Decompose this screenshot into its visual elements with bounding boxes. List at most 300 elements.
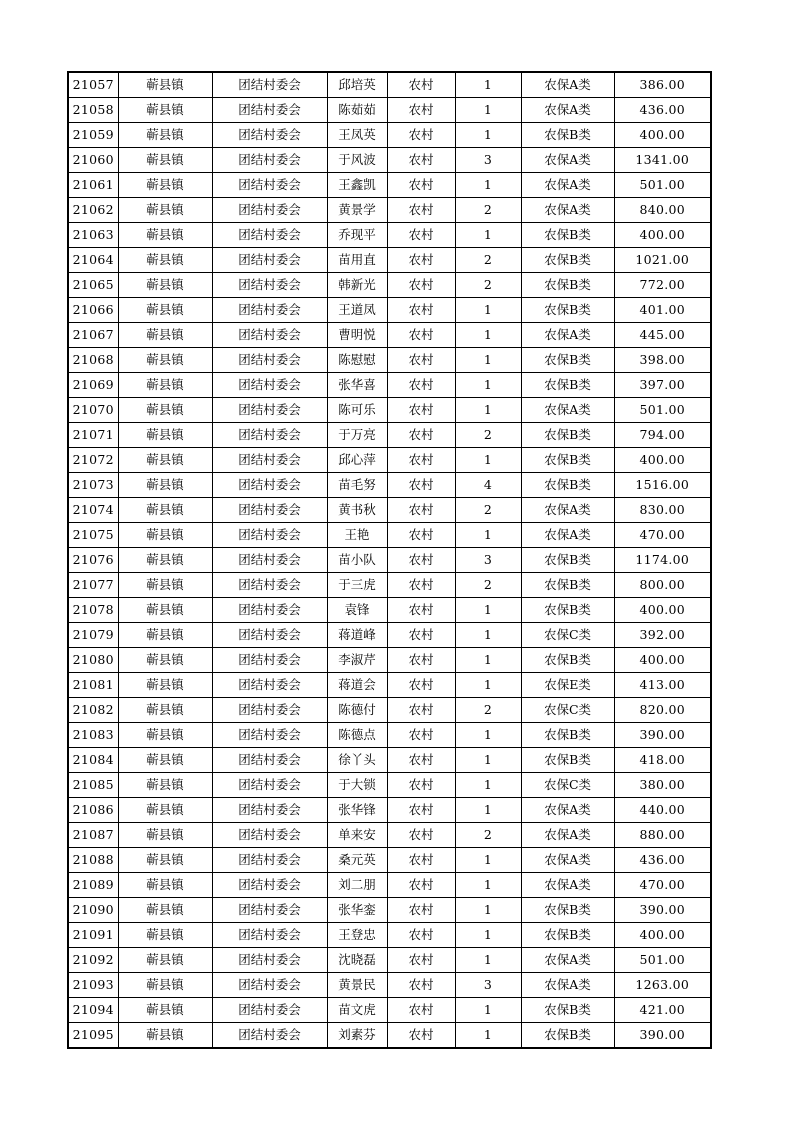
type-cell: 农村 <box>387 998 455 1023</box>
table-row <box>68 1023 711 1049</box>
category-cell: 农保B类 <box>521 598 614 623</box>
category-cell: 农保A类 <box>521 948 614 973</box>
category-cell: 农保A类 <box>521 823 614 848</box>
category-cell: 农保A类 <box>521 72 614 98</box>
name-cell: 桑元英 <box>327 848 387 873</box>
village-cell: 团结村委会 <box>212 998 327 1023</box>
amount-cell: 398.00 <box>614 348 711 373</box>
amount-cell: 830.00 <box>614 498 711 523</box>
town-cell: 蕲县镇 <box>118 948 212 973</box>
id-cell: 21076 <box>68 548 118 573</box>
count-cell: 1 <box>455 948 521 973</box>
name-cell: 于万亮 <box>327 423 387 448</box>
village-cell: 团结村委会 <box>212 98 327 123</box>
amount-cell: 445.00 <box>614 323 711 348</box>
name-cell: 曹明悦 <box>327 323 387 348</box>
category-cell: 农保A类 <box>521 148 614 173</box>
village-cell: 团结村委会 <box>212 348 327 373</box>
type-cell: 农村 <box>387 348 455 373</box>
village-cell: 团结村委会 <box>212 498 327 523</box>
count-cell: 1 <box>455 1023 521 1049</box>
village-cell: 团结村委会 <box>212 923 327 948</box>
type-cell: 农村 <box>387 773 455 798</box>
id-cell: 21080 <box>68 648 118 673</box>
table-row <box>68 348 711 373</box>
category-cell: 农保B类 <box>521 548 614 573</box>
table-row <box>68 998 711 1023</box>
town-cell: 蕲县镇 <box>118 173 212 198</box>
count-cell: 1 <box>455 323 521 348</box>
amount-cell: 440.00 <box>614 798 711 823</box>
type-cell: 农村 <box>387 948 455 973</box>
type-cell: 农村 <box>387 198 455 223</box>
table-row <box>68 473 711 498</box>
amount-cell: 400.00 <box>614 648 711 673</box>
count-cell: 1 <box>455 173 521 198</box>
type-cell: 农村 <box>387 373 455 398</box>
id-cell: 21072 <box>68 448 118 473</box>
data-table <box>67 71 712 1049</box>
amount-cell: 413.00 <box>614 673 711 698</box>
name-cell: 王鑫凯 <box>327 173 387 198</box>
village-cell: 团结村委会 <box>212 72 327 98</box>
type-cell: 农村 <box>387 723 455 748</box>
type-cell: 农村 <box>387 98 455 123</box>
village-cell: 团结村委会 <box>212 898 327 923</box>
name-cell: 刘素芬 <box>327 1023 387 1049</box>
type-cell: 农村 <box>387 298 455 323</box>
count-cell: 3 <box>455 148 521 173</box>
count-cell: 1 <box>455 673 521 698</box>
count-cell: 2 <box>455 823 521 848</box>
id-cell: 21087 <box>68 823 118 848</box>
table-row <box>68 598 711 623</box>
id-cell: 21078 <box>68 598 118 623</box>
name-cell: 刘二朋 <box>327 873 387 898</box>
id-cell: 21073 <box>68 473 118 498</box>
category-cell: 农保A类 <box>521 198 614 223</box>
town-cell: 蕲县镇 <box>118 298 212 323</box>
count-cell: 2 <box>455 698 521 723</box>
category-cell: 农保B类 <box>521 923 614 948</box>
count-cell: 4 <box>455 473 521 498</box>
category-cell: 农保B类 <box>521 298 614 323</box>
table-row <box>68 723 711 748</box>
name-cell: 单来安 <box>327 823 387 848</box>
id-cell: 21067 <box>68 323 118 348</box>
table-row <box>68 523 711 548</box>
name-cell: 韩新光 <box>327 273 387 298</box>
amount-cell: 840.00 <box>614 198 711 223</box>
id-cell: 21064 <box>68 248 118 273</box>
category-cell: 农保A类 <box>521 173 614 198</box>
count-cell: 1 <box>455 598 521 623</box>
id-cell: 21094 <box>68 998 118 1023</box>
name-cell: 张华锋 <box>327 798 387 823</box>
type-cell: 农村 <box>387 798 455 823</box>
name-cell: 陈德点 <box>327 723 387 748</box>
id-cell: 21090 <box>68 898 118 923</box>
town-cell: 蕲县镇 <box>118 698 212 723</box>
category-cell: 农保A类 <box>521 873 614 898</box>
category-cell: 农保A类 <box>521 323 614 348</box>
count-cell: 1 <box>455 998 521 1023</box>
count-cell: 1 <box>455 348 521 373</box>
category-cell: 农保B类 <box>521 373 614 398</box>
id-cell: 21081 <box>68 673 118 698</box>
village-cell: 团结村委会 <box>212 873 327 898</box>
name-cell: 苗毛努 <box>327 473 387 498</box>
amount-cell: 1341.00 <box>614 148 711 173</box>
count-cell: 1 <box>455 448 521 473</box>
id-cell: 21066 <box>68 298 118 323</box>
name-cell: 王凤英 <box>327 123 387 148</box>
category-cell: 农保C类 <box>521 698 614 723</box>
amount-cell: 421.00 <box>614 998 711 1023</box>
count-cell: 2 <box>455 573 521 598</box>
table-row <box>68 498 711 523</box>
town-cell: 蕲县镇 <box>118 273 212 298</box>
type-cell: 农村 <box>387 223 455 248</box>
type-cell: 农村 <box>387 698 455 723</box>
category-cell: 农保E类 <box>521 673 614 698</box>
village-cell: 团结村委会 <box>212 948 327 973</box>
amount-cell: 401.00 <box>614 298 711 323</box>
category-cell: 农保A类 <box>521 848 614 873</box>
table-row <box>68 72 711 98</box>
table-row <box>68 798 711 823</box>
name-cell: 蒋道峰 <box>327 623 387 648</box>
id-cell: 21061 <box>68 173 118 198</box>
count-cell: 1 <box>455 798 521 823</box>
amount-cell: 400.00 <box>614 223 711 248</box>
village-cell: 团结村委会 <box>212 248 327 273</box>
count-cell: 1 <box>455 848 521 873</box>
type-cell: 农村 <box>387 748 455 773</box>
table-row <box>68 573 711 598</box>
town-cell: 蕲县镇 <box>118 123 212 148</box>
town-cell: 蕲县镇 <box>118 723 212 748</box>
name-cell: 李淑芹 <box>327 648 387 673</box>
table-body <box>68 72 711 1048</box>
village-cell: 团结村委会 <box>212 373 327 398</box>
town-cell: 蕲县镇 <box>118 548 212 573</box>
village-cell: 团结村委会 <box>212 723 327 748</box>
town-cell: 蕲县镇 <box>118 323 212 348</box>
count-cell: 2 <box>455 248 521 273</box>
amount-cell: 501.00 <box>614 398 711 423</box>
name-cell: 陈慰慰 <box>327 348 387 373</box>
name-cell: 张华喜 <box>327 373 387 398</box>
count-cell: 1 <box>455 298 521 323</box>
town-cell: 蕲县镇 <box>118 473 212 498</box>
town-cell: 蕲县镇 <box>118 673 212 698</box>
name-cell: 陈可乐 <box>327 398 387 423</box>
type-cell: 农村 <box>387 323 455 348</box>
name-cell: 邱心萍 <box>327 448 387 473</box>
category-cell: 农保B类 <box>521 723 614 748</box>
category-cell: 农保A类 <box>521 973 614 998</box>
village-cell: 团结村委会 <box>212 298 327 323</box>
amount-cell: 470.00 <box>614 523 711 548</box>
name-cell: 苗小队 <box>327 548 387 573</box>
amount-cell: 800.00 <box>614 573 711 598</box>
village-cell: 团结村委会 <box>212 523 327 548</box>
amount-cell: 1516.00 <box>614 473 711 498</box>
count-cell: 3 <box>455 973 521 998</box>
id-cell: 21092 <box>68 948 118 973</box>
count-cell: 1 <box>455 723 521 748</box>
amount-cell: 392.00 <box>614 623 711 648</box>
type-cell: 农村 <box>387 473 455 498</box>
type-cell: 农村 <box>387 923 455 948</box>
table-row <box>68 623 711 648</box>
count-cell: 1 <box>455 98 521 123</box>
name-cell: 徐丫头 <box>327 748 387 773</box>
category-cell: 农保B类 <box>521 123 614 148</box>
count-cell: 1 <box>455 873 521 898</box>
village-cell: 团结村委会 <box>212 448 327 473</box>
amount-cell: 1263.00 <box>614 973 711 998</box>
type-cell: 农村 <box>387 72 455 98</box>
table-row <box>68 698 711 723</box>
count-cell: 2 <box>455 423 521 448</box>
village-cell: 团结村委会 <box>212 473 327 498</box>
amount-cell: 501.00 <box>614 173 711 198</box>
count-cell: 1 <box>455 623 521 648</box>
table-row <box>68 298 711 323</box>
type-cell: 农村 <box>387 248 455 273</box>
id-cell: 21088 <box>68 848 118 873</box>
table-row <box>68 773 711 798</box>
id-cell: 21059 <box>68 123 118 148</box>
amount-cell: 772.00 <box>614 273 711 298</box>
town-cell: 蕲县镇 <box>118 448 212 473</box>
category-cell: 农保B类 <box>521 573 614 598</box>
town-cell: 蕲县镇 <box>118 373 212 398</box>
count-cell: 1 <box>455 923 521 948</box>
name-cell: 邱培英 <box>327 72 387 98</box>
id-cell: 21065 <box>68 273 118 298</box>
category-cell: 农保B类 <box>521 1023 614 1049</box>
amount-cell: 436.00 <box>614 848 711 873</box>
category-cell: 农保B类 <box>521 648 614 673</box>
village-cell: 团结村委会 <box>212 223 327 248</box>
category-cell: 农保A类 <box>521 498 614 523</box>
count-cell: 1 <box>455 398 521 423</box>
table-row <box>68 223 711 248</box>
village-cell: 团结村委会 <box>212 748 327 773</box>
name-cell: 黄书秋 <box>327 498 387 523</box>
category-cell: 农保B类 <box>521 998 614 1023</box>
town-cell: 蕲县镇 <box>118 898 212 923</box>
amount-cell: 397.00 <box>614 373 711 398</box>
count-cell: 1 <box>455 748 521 773</box>
amount-cell: 501.00 <box>614 948 711 973</box>
town-cell: 蕲县镇 <box>118 348 212 373</box>
type-cell: 农村 <box>387 148 455 173</box>
count-cell: 1 <box>455 648 521 673</box>
amount-cell: 470.00 <box>614 873 711 898</box>
table-row <box>68 98 711 123</box>
table-row <box>68 273 711 298</box>
table-row <box>68 398 711 423</box>
town-cell: 蕲县镇 <box>118 498 212 523</box>
id-cell: 21062 <box>68 198 118 223</box>
town-cell: 蕲县镇 <box>118 598 212 623</box>
table-row <box>68 448 711 473</box>
village-cell: 团结村委会 <box>212 848 327 873</box>
id-cell: 21058 <box>68 98 118 123</box>
amount-cell: 418.00 <box>614 748 711 773</box>
name-cell: 苗文虎 <box>327 998 387 1023</box>
type-cell: 农村 <box>387 623 455 648</box>
table-row <box>68 923 711 948</box>
id-cell: 21068 <box>68 348 118 373</box>
table-row <box>68 648 711 673</box>
village-cell: 团结村委会 <box>212 648 327 673</box>
category-cell: 农保B类 <box>521 223 614 248</box>
name-cell: 王道凤 <box>327 298 387 323</box>
amount-cell: 880.00 <box>614 823 711 848</box>
category-cell: 农保A类 <box>521 98 614 123</box>
category-cell: 农保B类 <box>521 348 614 373</box>
village-cell: 团结村委会 <box>212 798 327 823</box>
category-cell: 农保A类 <box>521 798 614 823</box>
category-cell: 农保B类 <box>521 748 614 773</box>
village-cell: 团结村委会 <box>212 623 327 648</box>
category-cell: 农保B类 <box>521 898 614 923</box>
category-cell: 农保A类 <box>521 398 614 423</box>
table-row <box>68 823 711 848</box>
village-cell: 团结村委会 <box>212 673 327 698</box>
category-cell: 农保B类 <box>521 273 614 298</box>
type-cell: 农村 <box>387 123 455 148</box>
type-cell: 农村 <box>387 898 455 923</box>
count-cell: 1 <box>455 223 521 248</box>
table-row <box>68 123 711 148</box>
town-cell: 蕲县镇 <box>118 873 212 898</box>
name-cell: 陈德付 <box>327 698 387 723</box>
count-cell: 2 <box>455 273 521 298</box>
town-cell: 蕲县镇 <box>118 72 212 98</box>
amount-cell: 400.00 <box>614 123 711 148</box>
name-cell: 于三虎 <box>327 573 387 598</box>
amount-cell: 400.00 <box>614 923 711 948</box>
id-cell: 21070 <box>68 398 118 423</box>
table-row <box>68 148 711 173</box>
village-cell: 团结村委会 <box>212 1023 327 1049</box>
count-cell: 2 <box>455 198 521 223</box>
type-cell: 农村 <box>387 573 455 598</box>
category-cell: 农保B类 <box>521 423 614 448</box>
amount-cell: 1174.00 <box>614 548 711 573</box>
amount-cell: 386.00 <box>614 72 711 98</box>
type-cell: 农村 <box>387 523 455 548</box>
id-cell: 21093 <box>68 973 118 998</box>
type-cell: 农村 <box>387 398 455 423</box>
id-cell: 21060 <box>68 148 118 173</box>
village-cell: 团结村委会 <box>212 123 327 148</box>
type-cell: 农村 <box>387 548 455 573</box>
table-row <box>68 248 711 273</box>
name-cell: 陈茹茹 <box>327 98 387 123</box>
type-cell: 农村 <box>387 173 455 198</box>
type-cell: 农村 <box>387 1023 455 1049</box>
town-cell: 蕲县镇 <box>118 823 212 848</box>
category-cell: 农保B类 <box>521 248 614 273</box>
town-cell: 蕲县镇 <box>118 798 212 823</box>
town-cell: 蕲县镇 <box>118 98 212 123</box>
name-cell: 于大锁 <box>327 773 387 798</box>
count-cell: 1 <box>455 373 521 398</box>
village-cell: 团结村委会 <box>212 698 327 723</box>
type-cell: 农村 <box>387 273 455 298</box>
town-cell: 蕲县镇 <box>118 223 212 248</box>
count-cell: 1 <box>455 72 521 98</box>
name-cell: 张华銮 <box>327 898 387 923</box>
amount-cell: 390.00 <box>614 898 711 923</box>
type-cell: 农村 <box>387 448 455 473</box>
town-cell: 蕲县镇 <box>118 848 212 873</box>
id-cell: 21084 <box>68 748 118 773</box>
type-cell: 农村 <box>387 823 455 848</box>
count-cell: 1 <box>455 523 521 548</box>
village-cell: 团结村委会 <box>212 548 327 573</box>
table-row <box>68 973 711 998</box>
village-cell: 团结村委会 <box>212 773 327 798</box>
id-cell: 21082 <box>68 698 118 723</box>
id-cell: 21069 <box>68 373 118 398</box>
category-cell: 农保C类 <box>521 623 614 648</box>
village-cell: 团结村委会 <box>212 173 327 198</box>
type-cell: 农村 <box>387 423 455 448</box>
table-row <box>68 373 711 398</box>
name-cell: 王登忠 <box>327 923 387 948</box>
id-cell: 21085 <box>68 773 118 798</box>
table-row <box>68 423 711 448</box>
name-cell: 沈晓磊 <box>327 948 387 973</box>
type-cell: 农村 <box>387 848 455 873</box>
village-cell: 团结村委会 <box>212 198 327 223</box>
amount-cell: 794.00 <box>614 423 711 448</box>
name-cell: 乔现平 <box>327 223 387 248</box>
village-cell: 团结村委会 <box>212 973 327 998</box>
amount-cell: 820.00 <box>614 698 711 723</box>
village-cell: 团结村委会 <box>212 323 327 348</box>
table-row <box>68 748 711 773</box>
town-cell: 蕲县镇 <box>118 923 212 948</box>
name-cell: 蒋道会 <box>327 673 387 698</box>
name-cell: 王艳 <box>327 523 387 548</box>
category-cell: 农保A类 <box>521 523 614 548</box>
table-row <box>68 198 711 223</box>
town-cell: 蕲县镇 <box>118 248 212 273</box>
type-cell: 农村 <box>387 648 455 673</box>
name-cell: 袁锋 <box>327 598 387 623</box>
name-cell: 黄景民 <box>327 973 387 998</box>
id-cell: 21083 <box>68 723 118 748</box>
table-row <box>68 173 711 198</box>
amount-cell: 436.00 <box>614 98 711 123</box>
table-row <box>68 848 711 873</box>
id-cell: 21079 <box>68 623 118 648</box>
amount-cell: 390.00 <box>614 1023 711 1049</box>
town-cell: 蕲县镇 <box>118 198 212 223</box>
village-cell: 团结村委会 <box>212 148 327 173</box>
town-cell: 蕲县镇 <box>118 773 212 798</box>
table-row <box>68 873 711 898</box>
